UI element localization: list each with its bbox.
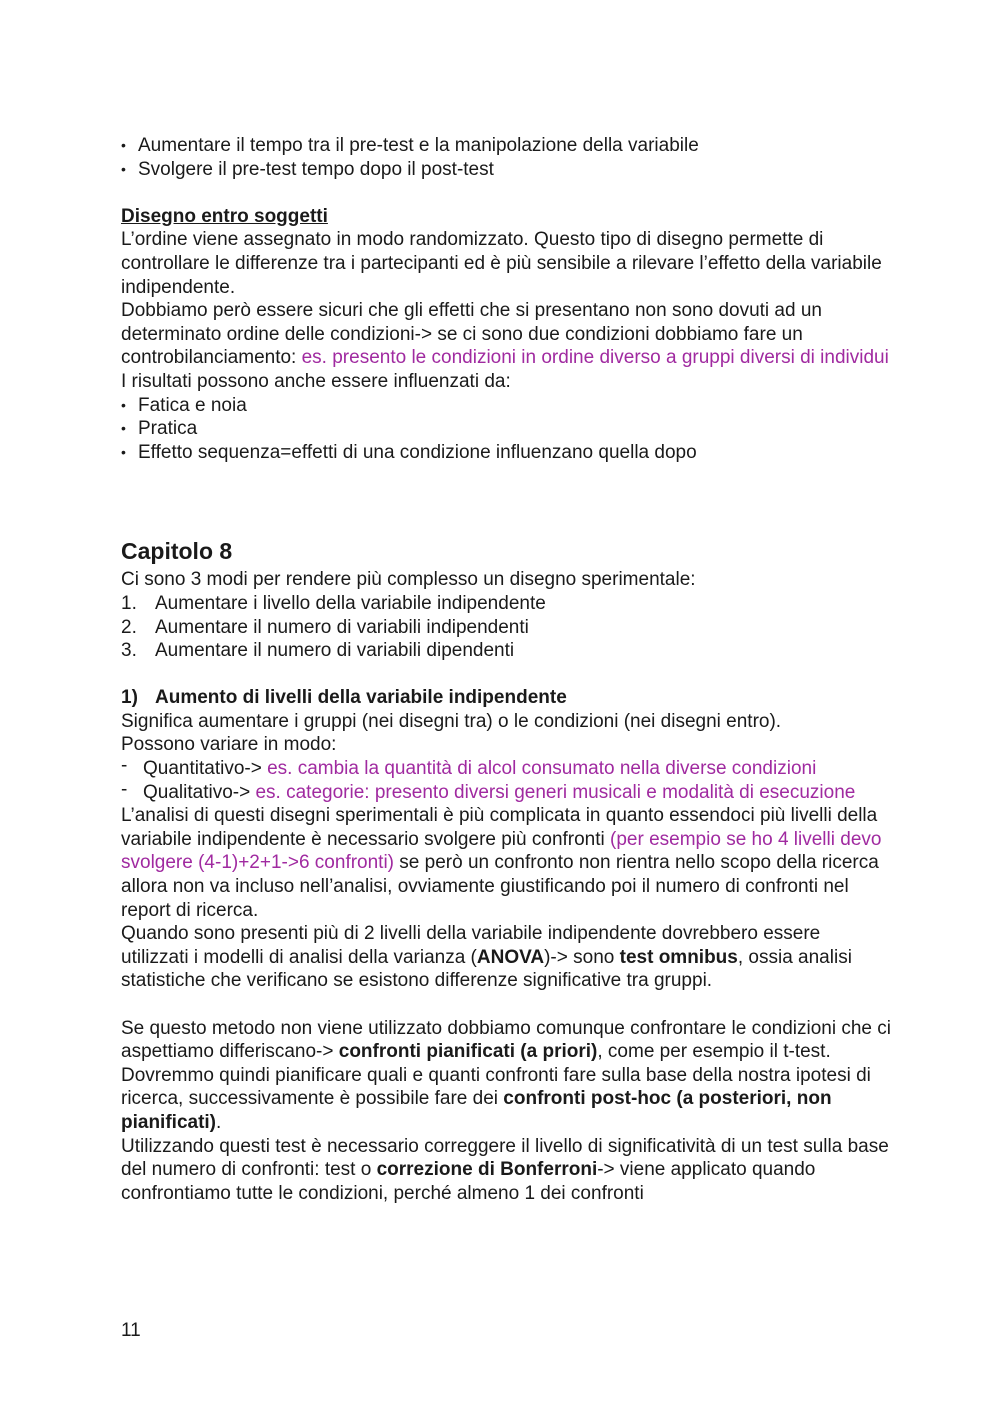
numbered-item: 2. Aumentare il numero di variabili indipendenti [121,616,529,638]
paragraph: Quando sono presenti più di 2 livelli della variabile indipendente dovrebbero essere utilizzati i modelli di analisi della varianza (ANOVA)-> sono test omnibus, ossia analisi statistiche che verificano se esistono differenze significative tra gruppi. [121,923,852,992]
list-item: • Pratica [121,417,891,441]
numbered-item: 3. Aumentare il numero di variabili dipendenti [121,640,515,662]
paragraph: L’ordine viene assegnato in modo randomizzato. Questo tipo di disegno permette di controllare le differenze tra i partecipanti ed è più sensibile a rilevare l’effetto della variabile indipendente. [121,229,882,298]
paragraph: Ci sono 3 modi per rendere più complesso un disegno sperimentale: [121,569,696,591]
list-item: • Fatica e noia [121,394,891,418]
dash-item: - Qualitativo-> es. categorie: presento diversi generi musicali e modalità di esecuzione [121,778,856,803]
list-item: • Aumentare il tempo tra il pre-test e la manipolazione della variabile [121,134,891,158]
chapter-title: Capitolo 8 [121,538,233,565]
paragraph: L’analisi di questi disegni sperimentali è più complicata in quanto essendoci più livelli della variabile indipendente è necessario svolgere più confronti (per esempio se ho 4 livelli devo svolgere (4-1)+2+1->6 confronti) se però un confronto non rientra nello scopo della ricerca allora non va incluso nell’analisi, ovviamente giustificando poi il numero di confronti nel report di ricerca. [121,805,882,921]
page-number: 11 [121,1320,141,1341]
dash-item: - Quantitativo-> es. cambia la quantità di alcol consumato nella diverse condizioni [121,755,817,780]
paragraph: Se questo metodo non viene utilizzato dobbiamo comunque confrontare le condizioni che ci aspettiamo differiscano-> confronti pianificati (a priori), come per esempio il t-test. Dovremmo quindi pianificare quali e quanti confronti fare sulla base della nostra ipotesi di ricerca, successivamente è possibile fare dei confronti post-hoc (a posteriori, non pianificati). [121,1017,891,1133]
paragraph: I risultati possono anche essere influenzati da: [121,370,511,392]
list-item: • Svolgere il pre-test tempo dopo il post-test [121,158,891,182]
document-page [121,134,891,1205]
section-heading: 1) Aumento di livelli della variabile indipendente [121,687,567,709]
list-item: • Effetto sequenza=effetti di una condizione influenzano quella dopo [121,441,891,465]
paragraph: Dobbiamo però essere sicuri che gli effetti che si presentano non sono dovuti ad un determinato ordine delle condizioni-> se ci sono due condizioni dobbiamo fare un controbilanciamento: es. presento le condizioni in ordine diverso a gruppi diversi di individui [121,300,889,369]
example-text: es. presento le condizioni in ordine diverso a gruppi diversi di individui [301,347,889,369]
section-heading: Disegno entro soggetti [121,205,328,227]
paragraph: Utilizzando questi test è necessario correggere il livello di significatività di un test sulla base del numero di confronti: test o correzione di Bonferroni-> viene applicato quando confrontiamo tutte le condizioni, perché almeno 1 dei confronti [121,1135,889,1204]
paragraph: Possono variare in modo: [121,734,337,756]
numbered-item: 1. Aumentare i livello della variabile indipendente [121,592,546,614]
paragraph: Significa aumentare i gruppi (nei disegni tra) o le condizioni (nei disegni entro). [121,710,782,732]
